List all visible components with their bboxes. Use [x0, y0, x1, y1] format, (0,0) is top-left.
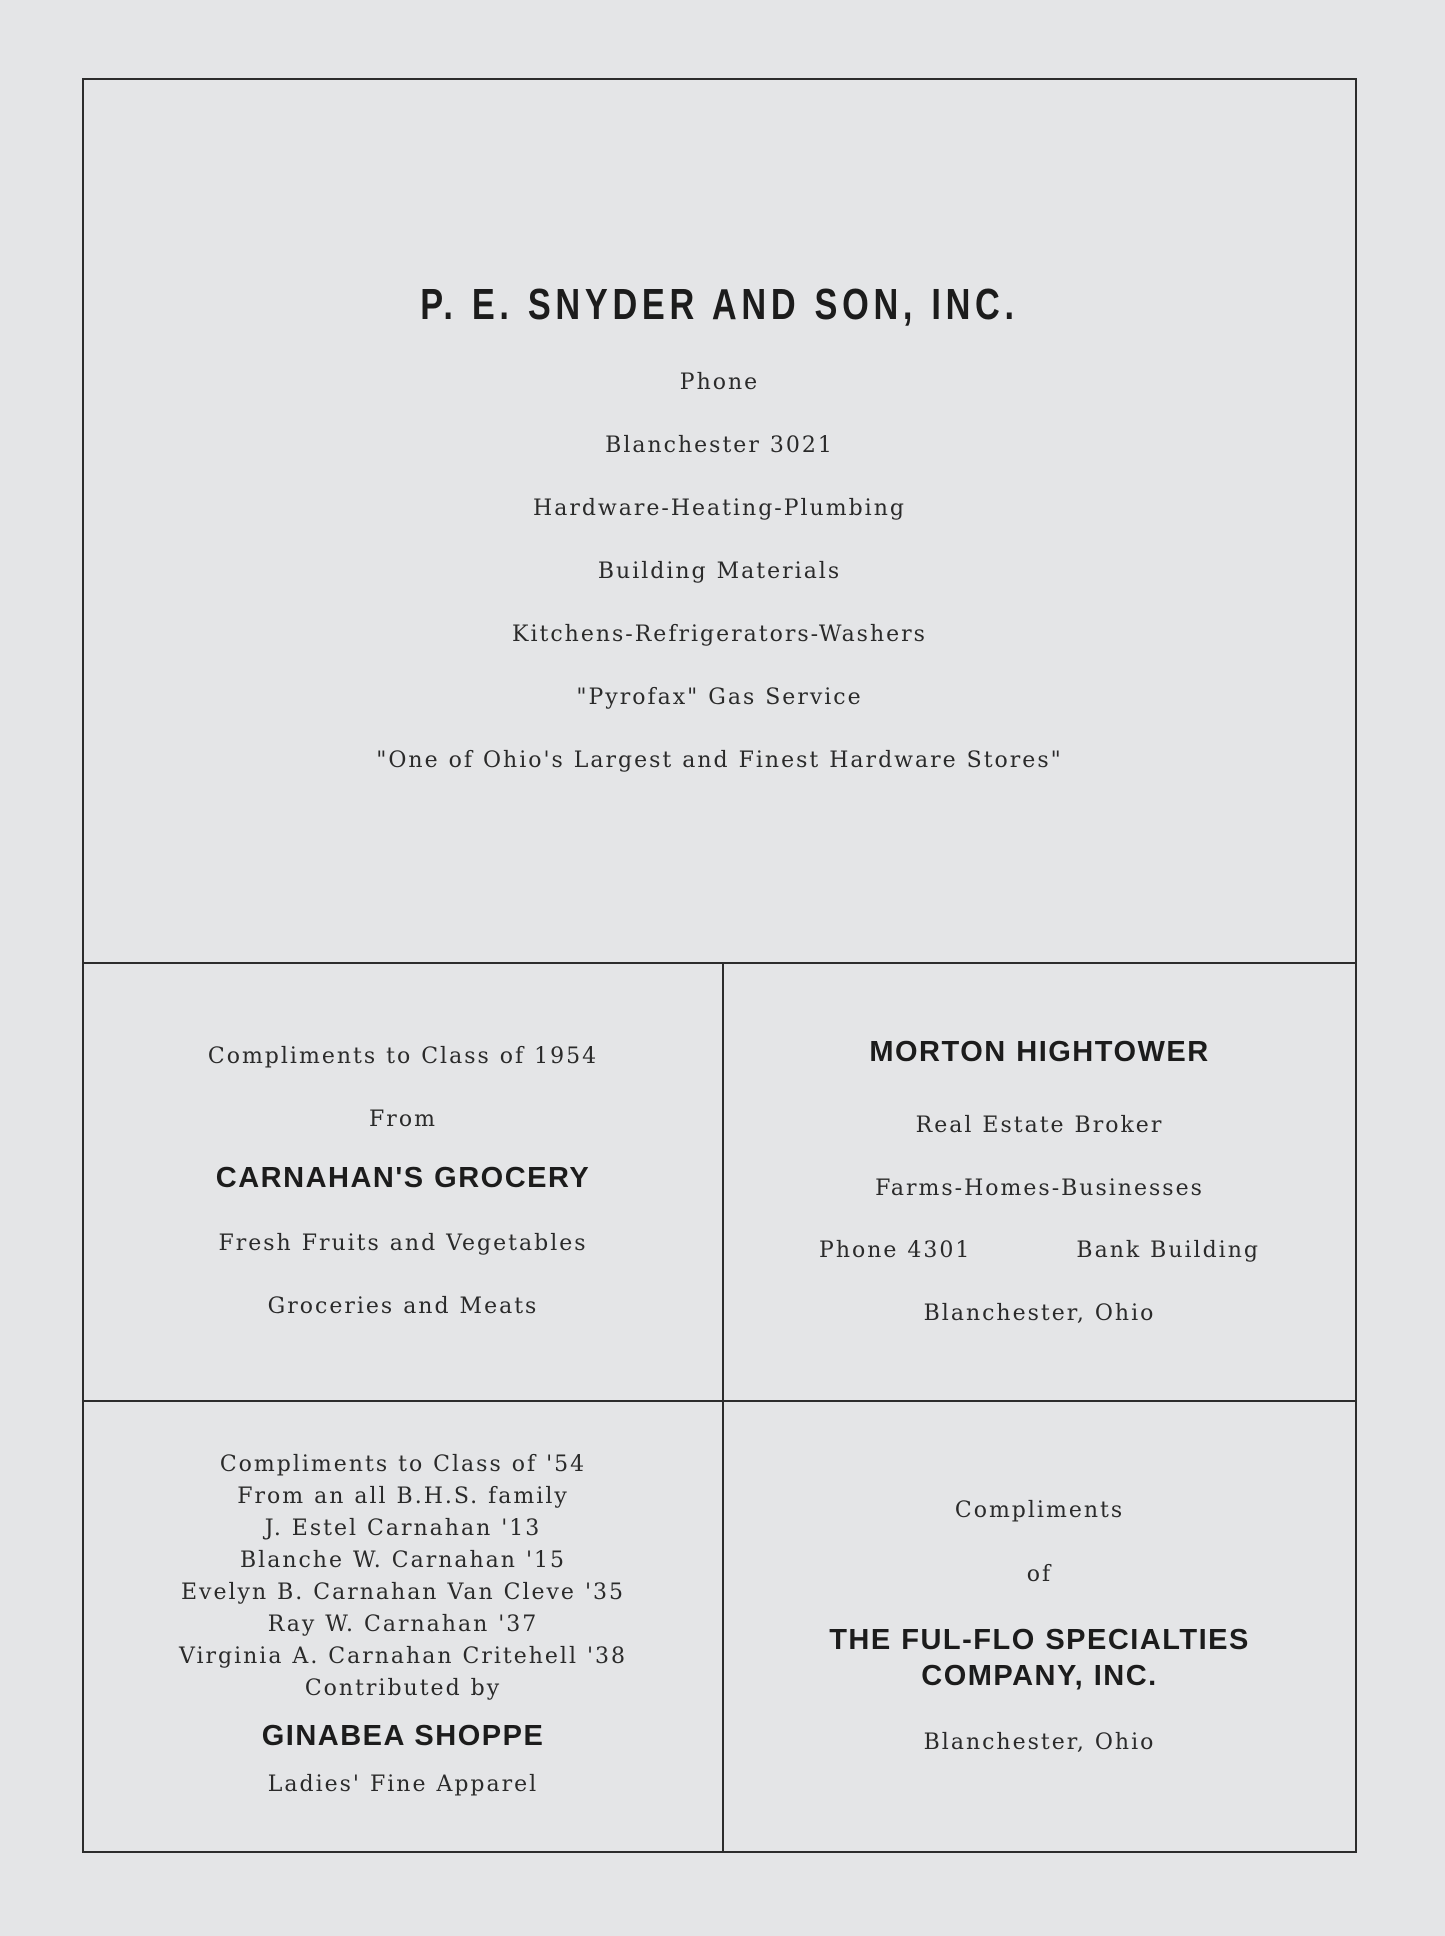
hightower-name: MORTON HIGHTOWER [869, 1036, 1210, 1068]
hightower-farms: Farms-Homes-Businesses [875, 1176, 1204, 1201]
snyder-line-pyrofax: "Pyrofax" Gas Service [576, 685, 863, 710]
carnahans-fruits: Fresh Fruits and Vegetables [218, 1231, 588, 1256]
hightower-building: Bank Building [1076, 1238, 1260, 1263]
snyder-line-building: Building Materials [597, 559, 842, 584]
snyder-line-number: Blanchester 3021 [605, 433, 834, 458]
snyder-line-phone: Phone [679, 370, 760, 395]
ginabea-line-1: Compliments to Class of '54 [219, 1452, 587, 1477]
fulflo-name-line-2: COMPANY, INC. [921, 1660, 1158, 1692]
carnahans-ad [84, 964, 722, 1400]
hightower-phone: Phone 4301 [819, 1238, 972, 1263]
fulflo-name-line-1: THE FUL-FLO SPECIALTIES [829, 1624, 1250, 1656]
ginabea-ad [84, 1402, 722, 1851]
carnahans-from: From [369, 1107, 437, 1132]
snyder-line-slogan: "One of Ohio's Largest and Finest Hardware Stores" [376, 748, 1063, 773]
fulflo-compliments: Compliments [954, 1498, 1125, 1523]
hightower-city: Blanchester, Ohio [923, 1301, 1156, 1326]
snyder-company-name: P. E. SNYDER AND SON, INC. [420, 280, 1019, 329]
ginabea-line-5: Evelyn B. Carnahan Van Cleve '35 [180, 1580, 625, 1605]
ginabea-line-3: J. Estel Carnahan '13 [264, 1516, 542, 1541]
hightower-broker: Real Estate Broker [915, 1113, 1164, 1138]
ginabea-line-4: Blanche W. Carnahan '15 [240, 1548, 566, 1573]
hightower-contact-row [724, 1238, 1355, 1263]
snyder-line-kitchens: Kitchens-Refrigerators-Washers [512, 622, 927, 647]
ginabea-line-2: From an all B.H.S. family [237, 1484, 569, 1509]
carnahans-name: CARNAHAN'S GROCERY [215, 1162, 591, 1194]
ginabea-line-8: Contributed by [304, 1676, 502, 1701]
ginabea-tagline: Ladies' Fine Apparel [267, 1772, 539, 1797]
ginabea-line-6: Ray W. Carnahan '37 [267, 1612, 539, 1637]
fulflo-city: Blanchester, Ohio [923, 1730, 1156, 1755]
fulflo-ad [724, 1402, 1355, 1851]
hightower-ad [724, 964, 1355, 1400]
ginabea-name: GINABEA SHOPPE [261, 1720, 545, 1752]
ginabea-line-7: Virginia A. Carnahan Critehell '38 [178, 1644, 628, 1669]
carnahans-groceries: Groceries and Meats [267, 1294, 539, 1319]
carnahans-compliments: Compliments to Class of 1954 [207, 1044, 599, 1069]
snyder-ad [84, 80, 1355, 960]
fulflo-of: of [1026, 1562, 1053, 1587]
snyder-line-hardware: Hardware-Heating-Plumbing [533, 496, 906, 521]
